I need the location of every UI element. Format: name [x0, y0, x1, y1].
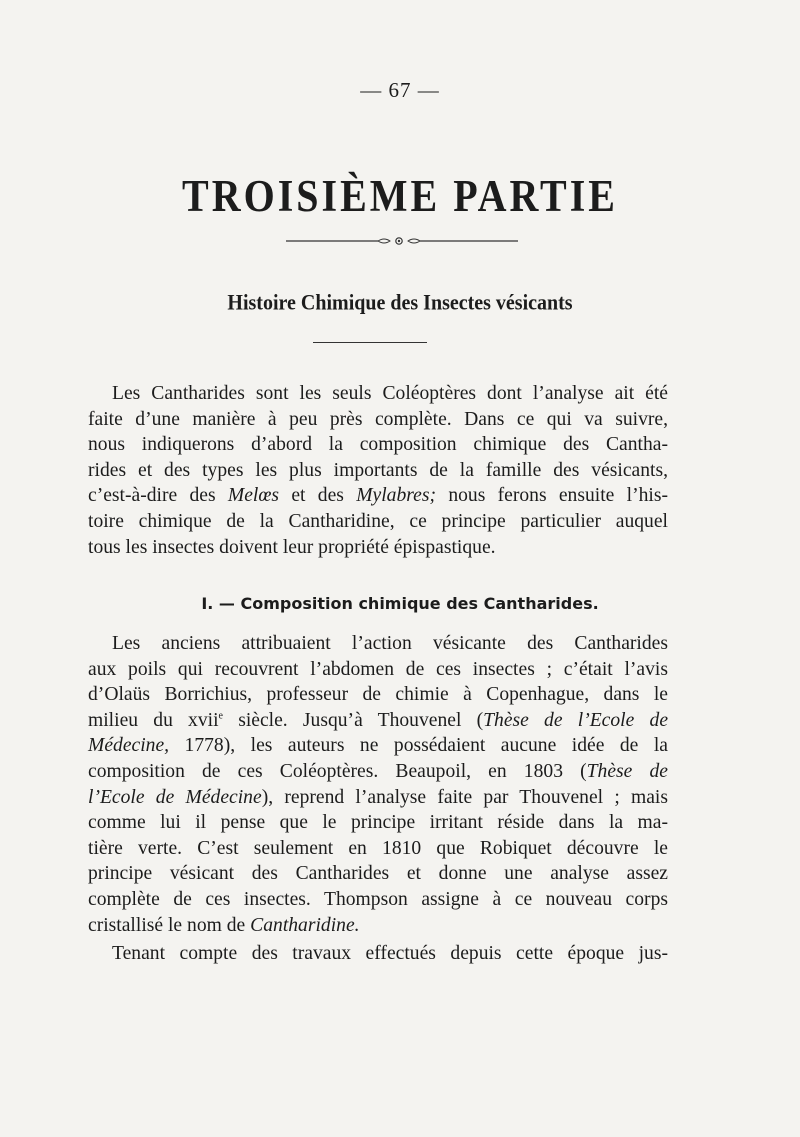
subsection-heading: I. — Composition chimique des Cantharides.	[201, 594, 599, 613]
italic-run: Thèse de	[586, 760, 668, 782]
text-line	[88, 708, 668, 734]
italic-run: l’Ecole de Médecine	[88, 786, 262, 808]
text-line	[88, 913, 668, 939]
text-run: siècle. Jusqu’à Thouvenel (	[223, 709, 484, 731]
page-number: — 67 —	[360, 78, 440, 102]
text-run: composition de ces Coléoptères. Beaupoil, en 1803 (	[88, 760, 587, 782]
text-run: milieu du xvii	[88, 709, 219, 731]
text-line: complète de ces insectes. Thompson assigne à ce nouveau corps	[88, 888, 668, 910]
text-line: rides et des types les plus importants de la famille des vésicants,	[88, 459, 668, 481]
text-line: Les anciens attribuaient l’action vésicante des Cantharides	[112, 633, 668, 654]
italic-run: Cantharidine.	[250, 914, 360, 936]
text-line: d’Olaüs Borrichius, professeur de chimie à Copenhague, dans le	[88, 684, 668, 706]
section-title: Histoire Chimique des Insectes vésicants	[227, 290, 573, 316]
text-line: tous les insectes doivent leur propriété épispastique.	[88, 536, 496, 558]
section-rule	[313, 342, 427, 343]
history-paragraph	[88, 631, 668, 938]
text-line: nous indiquerons d’abord la composition chimique des Cantha-	[88, 434, 668, 456]
superscript: e	[218, 710, 223, 722]
text-line	[88, 483, 668, 509]
intro-paragraph	[88, 381, 668, 560]
part-title: TROISIÈME PARTIE	[182, 169, 618, 222]
text-run: et des	[291, 485, 344, 507]
text-line: tière verte. C’est seulement en 1810 que Robiquet découvre le	[88, 837, 668, 859]
text-line: comme lui il pense que le principe irritant réside dans la ma-	[88, 812, 668, 834]
ornament-divider	[286, 236, 518, 246]
text-line: principe vésicant des Cantharides et donne une analyse assez	[88, 863, 668, 885]
text-line: Les Cantharides sont les seuls Coléoptères dont l’analyse ait été	[112, 383, 668, 404]
text-line	[88, 785, 668, 811]
italic-run: Thèse de l’Ecole de	[483, 709, 669, 731]
italic-run: Melœs	[227, 485, 280, 507]
text-line	[88, 759, 668, 785]
italic-run: Médecine,	[88, 735, 170, 757]
text-line	[88, 733, 668, 759]
continuation-paragraph	[88, 941, 668, 967]
text-line: aux poils qui recouvrent l’abdomen de ces insectes ; c’était l’avis	[88, 658, 668, 680]
text-line: Tenant compte des travaux effectués depuis cette époque jus-	[112, 943, 668, 964]
text-run: c’est-à-dire des	[88, 485, 216, 507]
text-line: toire chimique de la Cantharidine, ce principe particulier auquel	[88, 510, 668, 532]
text-run: cristallisé le nom de	[88, 914, 246, 936]
text-run: 1778), les auteurs ne possédaient aucune idée de la	[169, 735, 668, 757]
text-run: nous ferons ensuite l’his-	[448, 485, 669, 507]
italic-run: Mylabres;	[356, 485, 437, 507]
text-line: faite d’une manière à peu près complète. Dans ce qui va suivre,	[88, 408, 668, 430]
text-run: ), reprend l’analyse faite par Thouvenel ; mais	[261, 786, 668, 808]
